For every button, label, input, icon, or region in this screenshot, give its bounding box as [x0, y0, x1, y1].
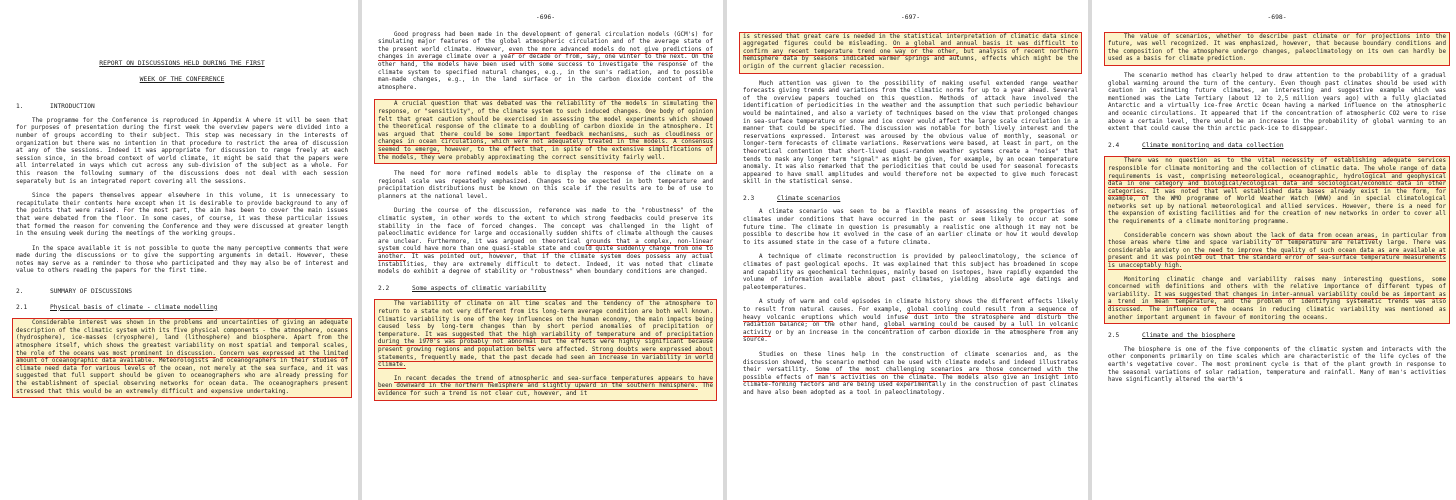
highlight-box [739, 32, 1082, 74]
text-run: Meteorologists and oceanographers in their studies of climate need data for various levels of the ocean, not merely at the sea surface, and it was suggested that full support should be given to oceanographers who are already pressing for the establishment of special observing networks for ocean data. The oceanographers present stressed that this would be an extremely difficult and expensive undertaking. [16, 358, 349, 395]
highlight-box [1104, 32, 1450, 66]
section-2-5-heading [1108, 332, 1446, 340]
text-run: There was no question as to the vital necessity of establishing adequate services responsible for climate monitoring and the collection of climatic data. [1108, 158, 1446, 172]
text-run: Considerable concern was shown about the [1124, 232, 1267, 239]
highlight-box [1104, 156, 1450, 324]
highlighted-paragraph [378, 301, 713, 369]
section-number: 2.2 [378, 284, 390, 292]
text-run: or by an increase in the concentration of carbon dioxide in the atmosphere from any source. [743, 329, 1079, 344]
underlined-text: lack of data from ocean areas, [1270, 232, 1379, 239]
underlined-text: grounds that a complex, non-linear system could have more than one quasi-stable state and could quite suddenly change from one to another. [378, 238, 713, 261]
paragraph: The need for more refined models able to display the response of the climate on a regional scale was repeatedly emphasized. Changes to be expected in both temperature and precipitation distributions must be known on this scale if the results are to be of use to planners at the national level. [378, 171, 713, 200]
paragraph [743, 352, 1078, 398]
section-title: INTRODUCTION [50, 103, 95, 111]
section-number: 1. [16, 103, 24, 111]
highlighted-paragraph [1108, 158, 1446, 226]
highlighted-paragraph [16, 320, 348, 396]
page-1-content [16, 6, 348, 500]
underlined-text: the need to improve the quality of such ocean data as are available at present and it was pointed out that the standard error of sea-surface temperature measurements is unacceptably high. [1108, 247, 1446, 270]
section-number: 2.4 [1108, 141, 1120, 149]
highlighted-paragraph [743, 34, 1078, 72]
underlined-text: the role of the oceans was most prominent in discussion. [16, 350, 216, 357]
underlined-text: Concern was expressed at the limited amount of oceanographic data available. [16, 350, 349, 365]
text-run: but analysis of recent northern hemisphere data by seasons indicated warmer springs and autumns, effects which might be the origin of the current glacier recession. [743, 48, 1079, 70]
underlined-text: there could be some important feedback mechanisms, such as cloudiness or changes in ocean circulations, which were not adequately treated in the models. [378, 131, 713, 146]
text-run: Studies on these lines help in the construction of climate scenarios and, as the discussion showed, the scenario method can be used with climate models and indeed illustrates their versatility. [743, 351, 1078, 374]
paragraph: A climate scenario was seen to be a flexible means of assessing the properties of climates under conditions that have occurred in the past or seem likely to occur at some future time. The climate in question is presumably a realistic one although it may not be possible to describe how it evolved in the case of an earlier climate or how it would develop to its assumed state in the case of a future climate. [743, 209, 1078, 246]
highlight-box [12, 318, 352, 398]
section-2-2-heading [378, 285, 713, 293]
section-title: Climate monitoring and data collection [1142, 141, 1284, 149]
highlighted-paragraph [378, 101, 713, 162]
page-1 [0, 0, 358, 500]
section-2-3-heading [743, 195, 1078, 203]
paragraph: Much attention was given to the possibility of making useful extended range weather forecasts giving trends and variations from the climatic norms for up to a year ahead. Several of the overview papers touched on this question. Methods of attack have involved the identification of periodicities in the weather and the assumption that such periodic behaviour would be maintained, and also a variety of techniques based on the view that prolonged changes in sea-surface temperature or snow and ice cover would affect the large scale circulation in a manner that could be specified. The discussion was notable for both lively interest and the reservations expressed. Interest was aroused by the obvious value of monthly, seasonal or longer-term forecasts of climate variations. Reservations were based, at least in part, on the theoretical contention that short-lived quasi-random weather systems create a "noise" that tends to mask any longer term "signal" as might be given, for example, by an ocean temperature anomaly. It was also remarked that the periodicities that could be used for seasonal forecasts appeared to have small amplitudes and would therefore not be expected to give much forecast skill in the statistical sense. [743, 80, 1078, 186]
paragraph: In the space available it is not possible to quote the many perceptive comments that were made during the discussions or to give the supporting arguments in detail. However, these notes may serve as a reminder to those who participated and they may also be of interest and value to others reading the papers for the first time. [16, 245, 348, 275]
text-run: On the other hand, the models have been used with some success to investigate the response of the climate system to specified natural changes, e.g., in the sun's radiation, and to possible man-made changes, e.g., in the land surface or in the carbon dioxide content of the atmosphere. [378, 54, 714, 91]
text-run: It was noted that well established data bases already exist in the form, for example, of the WMO programme of World Weather Watch (WWW) and in special climatological networks set up by national meteorological and allied services. However, there is a need for the expansion of existing facilities and for the creation of new networks in order to cover all the requirements of a climate monitoring programme. [1108, 188, 1447, 226]
page-2 [362, 0, 723, 500]
report-title-line2: WEEK OF THE CONFERENCE [139, 74, 225, 83]
underlined-text: Strong doubts were expressed about statements, frequently made, that the past decade had seen an increase in variability in world climate. [378, 346, 713, 369]
section-title: Some aspects of climatic variability [412, 284, 547, 292]
page-3-content [743, 6, 1078, 500]
underlined-text: On a global and annual basis it was difficult to confirm any recent temperature trend one way or the other, [743, 41, 1079, 55]
page-number: -697- [900, 13, 921, 21]
paragraph: Since the papers themselves appear elsewhere in this volume, it is unnecessary to recapitulate their contents here except when it is desirable to provide background to any of the points that were raised. For the most part, the aim has been to cover the main issues that were debated from the floor. In some cases, of course, it was these particular issues that formed the reason for convening the Conference and they were discussed at greater length in the ensuing week during the meetings of the working groups. [16, 193, 348, 238]
text-run: but the effects were highly significant because present growing regions and population belts were affected. [378, 339, 714, 353]
highlight-box [374, 299, 717, 400]
underlined-text: It was suggested that the high variability of temperature and of precipitation during the 1970's was probably not abnormal [378, 331, 714, 346]
paragraph [378, 32, 713, 93]
paragraph [743, 299, 1078, 345]
paragraph [378, 208, 713, 276]
section-title: SUMMARY OF DISCUSSIONS [50, 288, 132, 296]
text-run: A study of warm and cold episodes in climate history shows the different effects likely to result from natural causes. For example, [743, 299, 1078, 313]
section-1-heading [16, 103, 348, 111]
underlined-text: It was suggested that changes in inter-annual variability could be as important as a trend in mean temperature, [1108, 291, 1447, 306]
text-run: and the problem of identifying systematic trends was also discussed. The influence of the oceans in reducing climatic variability was mentioned as another important argument in favour of monitoring the oceans. [1108, 299, 1446, 321]
page-4-content [1108, 6, 1446, 500]
paragraph: The programme for the Conference is reproduced in Appendix A where it will be seen that for purposes of presentation during the first week the overview papers were divided into a number of groups according to their subject. This step was necessary in the interests of organization but there was no intention in that procedure to restrict the area of discussion at any of the sessions. Indeed it was appropriate for discussion to range freely at each session since, in the broad context of world climate, it might be said that the papers were all interrelated in ways which cut across any sub-division of the subject as a whole. For this reason the following summary of the discussions does not deal with each session separately but is an integrated report covering all the sessions. [16, 117, 348, 185]
highlighted-paragraph: The value of scenarios, whether to describe past climate or for projections into the future, was well recognized. It was emphasized, however, that because boundary conditions and the composition of the atmosphere undergo changes, paleoclimatology on its own can hardly be used as a basis for climate prediction. [1108, 33, 1446, 63]
text-run: Monitoring climatic change and variability raises many interesting questions, some concerned with definitions and others with the relative importance of different types of variability. [1108, 276, 1446, 298]
paragraph: The scenario method has clearly helped to draw attention to the probability of a gradual global warming around the turn of the century. Even though past climates should be used with caution in estimating future climates, an interesting and suggestive example which was mentioned was the Late Tertiary (about 12 to 2,5 million years ago) with a fully glaciated Antarctic and a virtually ice-free Arctic Ocean having a marked influence on the atmospheric and oceanic circulations. It appeared that if the concentration of atmospheric CO2 were to rise above a certain level, there would be an increase in the probability of global warming to an extent that could cause the thin arctic pack-ice to disappear. [1108, 72, 1446, 133]
underlined-text: The whole range of data requirements is vast, comprising meteorological, oceanographic, hydrological and geophysical data in one category and biological/ecological data and sociological/economic data in other categories. [1108, 165, 1446, 195]
section-2-4-heading [1108, 142, 1446, 150]
underlined-text: global warming could be caused by a lull in volcanic activity [743, 322, 1079, 336]
underlined-text: In recent decades the trend [394, 375, 494, 382]
highlighted-paragraph [378, 376, 713, 399]
highlighted-paragraph [1108, 233, 1446, 271]
page-2-content [378, 6, 713, 500]
underlined-text: of atmospheric and sea-surface temperatures appears to have been downward in the northern hemisphere and slightly upward in the southern hemisphere. [378, 375, 713, 390]
section-number: 2.5 [1108, 332, 1120, 340]
underlined-text: Some of the most challenging scenarios are those concerned with the possible effects of man's activities on the climate. [743, 367, 1078, 381]
text-run: The models also give an insight into climate-forming factors and are being used experimentally in the construction of past climates and have also been adopted as a tool in paleoclimatology. [743, 374, 1078, 396]
paragraph: The biosphere is one of the five components of the climatic system and interacts with the other components primarily on time scales which are characteristic of the life cycles of the earth's vegetative cover. The most prominent cycle is that of the plant growth in response to the seasonal variations of solar radiation, temperature and rainfall. Many of man's activities have significantly altered the earth's [1108, 346, 1446, 384]
page-number: -698- [1267, 13, 1287, 21]
text-run: in particular from those areas where time and space variability of temperature are relatively large. There was considerable anxiety on [1108, 232, 1447, 254]
underlined-text: A consensus seemed to emerge, [378, 139, 714, 153]
text-run: Good progress had been made in the development of general circulation models (GCM's) for simulating major features of the global atmospheric circulation and of the average state of the present world climate. However, [378, 31, 713, 53]
paragraph: A technique of climate reconstruction is provided by paleoclimatology, the science of climates of past geological epochs. It was explained that this subject has broadened in scope and capability as geochemical techniques, mainly based on isotopes, have rapidly expanded the volume of information available about past climates, yielding absolute age datings and paleotemperatures. [743, 254, 1078, 291]
underlined-text: even the more advanced models do not give predictions of changes in average climate over a year or decade or from, say, one winter to the next. [378, 46, 713, 61]
section-title: Physical basis of climate - climate modelling [50, 303, 218, 311]
text-run: is stressed that great care is needed in the statistical interpretation of climatic data since aggregated figures could be misleading. [743, 33, 1078, 48]
section-2-1-heading [16, 304, 348, 312]
section-number: 2. [16, 288, 24, 296]
highlight-box [374, 99, 717, 164]
section-number: 2.3 [743, 194, 755, 202]
section-title: Climate and the biosphere [1142, 332, 1236, 340]
page-number: -696- [535, 13, 556, 21]
highlighted-paragraph [1108, 277, 1446, 323]
page-3 [727, 0, 1088, 500]
text-run: A crucial question that was debated was the reliability of the models in simulating the response, or "sensitivity", of the climate system to such induced changes. One body of opinion felt that great caution should be exercised in assessing the model experiments which showed the theoretical response of the climate to a doubling of carbon dioxide in the atmosphere. It was argued that [378, 101, 713, 138]
text-run: which would infuse dust into the stratosphere and disturb the radiation balance; on the other hand, [743, 314, 1078, 329]
section-title: Climate scenarios [777, 194, 841, 202]
underlined-text: global cooling could result from a sequence of heavy volcanic eruptions [743, 307, 1079, 321]
section-number: 2.1 [16, 303, 28, 311]
section-2-heading [16, 288, 348, 296]
page-4 [1092, 0, 1456, 500]
text-run: The variability of climate on all time scales and the tendency of the atmosphere to return to a state not very different from its long-term average condition are both well known. Climatic variability is one of the key influences on the human economy, the main impacts being caused less by long-term changes than by short period anomalies of precipitation or temperature. [378, 301, 713, 338]
text-run: The evidence for such a trend is not clear cut, however, and it [378, 383, 713, 397]
text-run: however, to the effect that, in spite of the extensive simplifications of the models, they were probably approximating the correct sensitivity fairly well. [378, 146, 713, 161]
report-title-line1: REPORT ON DISCUSSIONS HELD DURING THE FIRST [99, 59, 265, 67]
text-run: Considerable interest was shown in the problems and uncertainties of giving an adequate description of the climatic system with its five physical components - the atmosphere, oceans (hydrosphere), ice-masses (cryosphere), land (lithosphere) and biosphere. Apart from the atmosphere itself, which shows the greatest variability on most spatial and temporal scales, [16, 320, 348, 350]
text-run: During the course of the discussion, reference was made to the "robustness" of the climatic system, in other words to the extent to which strong feedbacks could preserve its stability in the face of forced changes. The concept was challenged in the light of paleoclimatic evidence for large and occasionally sudden shifts of climate although the causes are unclear. Furthermore, it was argued on theoretical [378, 208, 713, 245]
text-run: It was pointed out, however, that if the climate system does possess any actual instabilities, they are extremely difficult to detect. Indeed, it was noted that climate models do exhibit a degree of stability or "robustness" when boundary conditions are changed. [378, 254, 714, 276]
